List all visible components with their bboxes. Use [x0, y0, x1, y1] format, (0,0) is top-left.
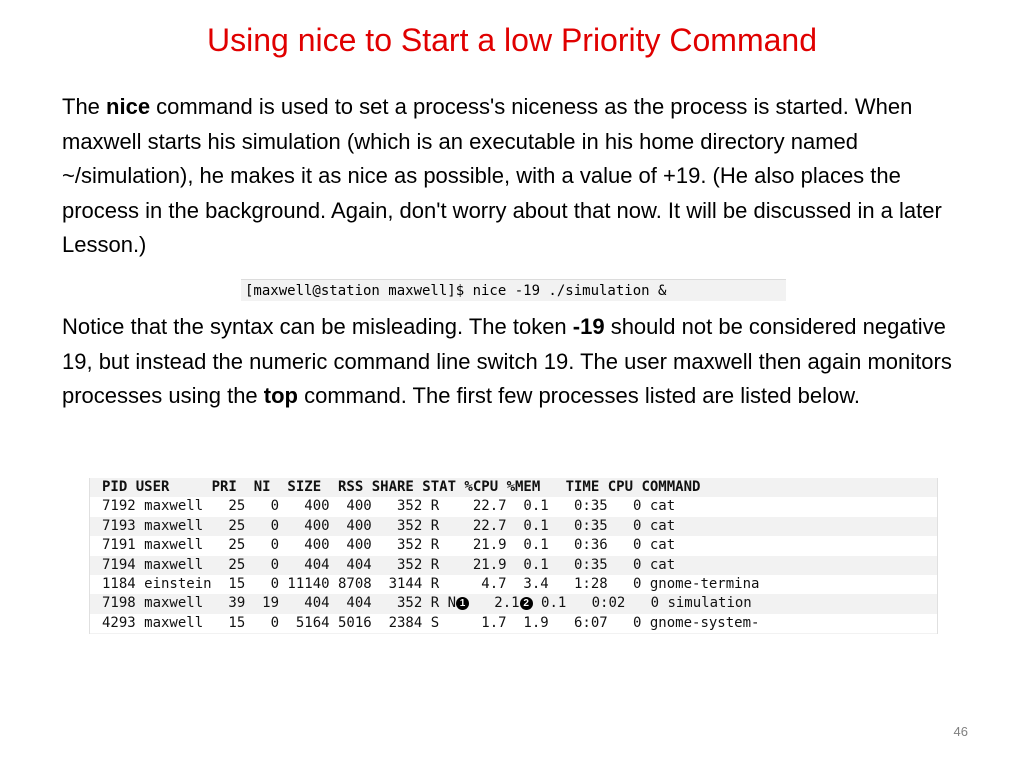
explanation-paragraph [62, 310, 967, 414]
nice-keyword: nice [106, 94, 151, 119]
table-row: 1184 einstein 15 0 11140 8708 3144 R 4.7 3.4 1:28 0 gnome-termina [90, 575, 937, 594]
callout-2-icon: 2 [520, 597, 533, 610]
table-row-simulation [90, 594, 937, 613]
command-example: [maxwell@station maxwell]$ nice -19 ./simulation & [241, 279, 786, 301]
token-keyword: -19 [572, 314, 605, 339]
simulation-row-part-a: 7198 maxwell 39 19 404 404 352 R N [102, 595, 457, 612]
explanation-text-2: should not be considered negative 19, but instead the numeric command line switch 19. The user maxwell then again monitors processes using the [62, 314, 952, 408]
explanation-text-1: Notice that the syntax can be misleading. The token [62, 314, 573, 339]
callout-1-icon: 1 [456, 597, 469, 610]
table-row: 4293 maxwell 15 0 5164 5016 2384 S 1.7 1.9 6:07 0 gnome-system- [90, 614, 937, 633]
intro-paragraph [62, 90, 967, 263]
simulation-row-part-c: 0.1 0:02 0 simulation [532, 595, 752, 612]
page-number: 46 [953, 724, 968, 739]
simulation-row-part-b: 2.1 [469, 595, 520, 612]
explanation-text-3: command. The first few processes listed are listed below. [297, 383, 861, 408]
top-output-table [89, 478, 938, 634]
table-row: 7192 maxwell 25 0 400 400 352 R 22.7 0.1 0:35 0 cat [90, 497, 937, 516]
slide-title: Using nice to Start a low Priority Command [207, 22, 817, 58]
table-header: PID USER PRI NI SIZE RSS SHARE STAT %CPU %MEM TIME CPU COMMAND [102, 479, 701, 495]
intro-text-1: The [62, 94, 107, 119]
top-keyword: top [263, 383, 298, 408]
intro-text-2: command is used to set a process's niceness as the process is started. When maxwell starts his simulation (which is an executable in his home directory named ~/simulation), he makes it as nice as possible, with a value of +19. (He also places the process in the background. Again, don't worry about that now. It will be discussed in a later Lesson.) [62, 94, 942, 257]
table-row: 7193 maxwell 25 0 400 400 352 R 22.7 0.1 0:35 0 cat [102, 517, 676, 534]
table-row: 7194 maxwell 25 0 404 404 352 R 21.9 0.1 0:35 0 cat [102, 556, 676, 573]
table-row: 7191 maxwell 25 0 400 400 352 R 21.9 0.1 0:36 0 cat [90, 536, 937, 555]
